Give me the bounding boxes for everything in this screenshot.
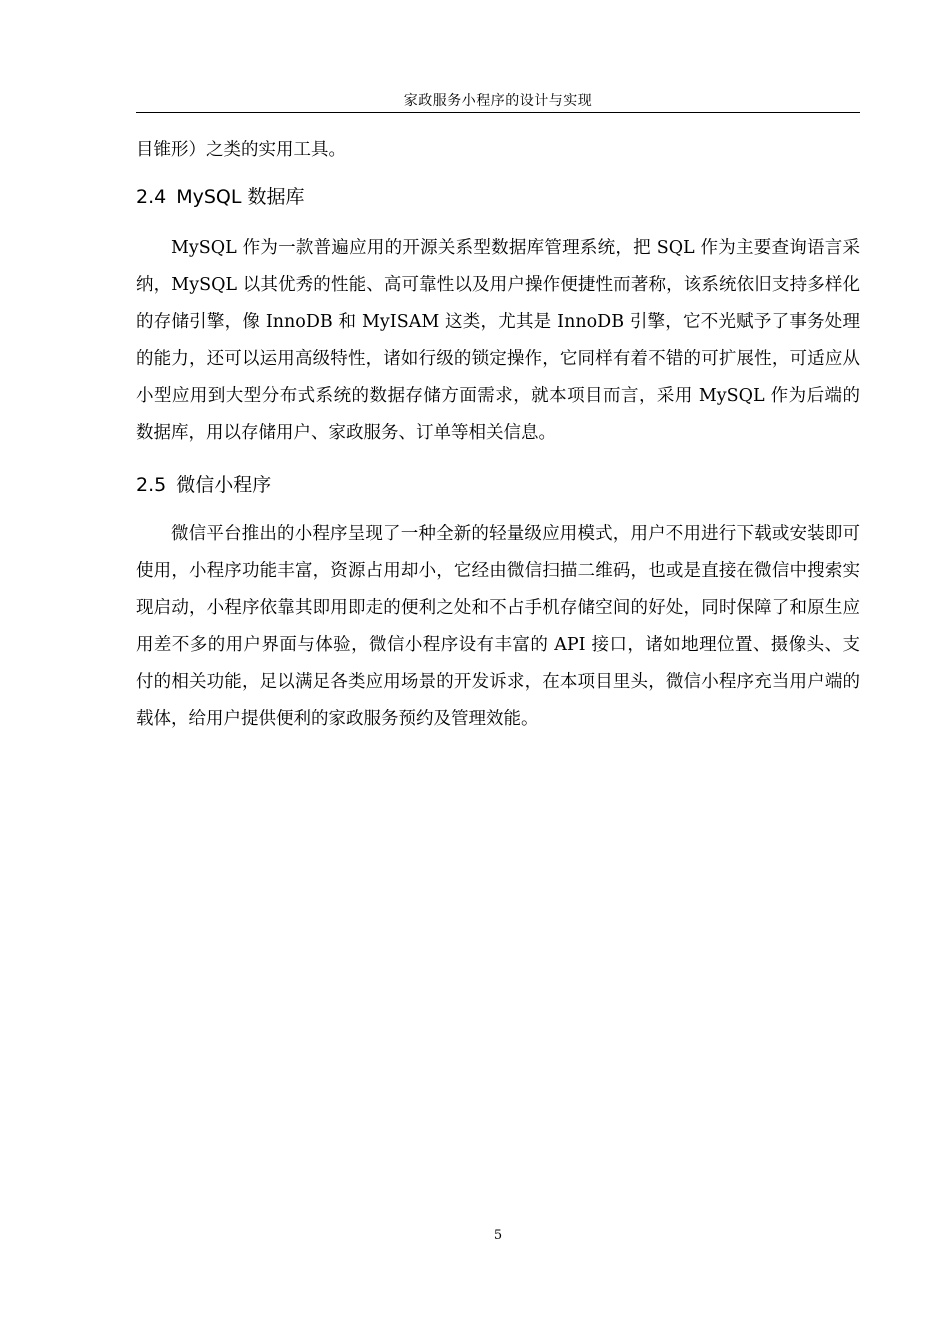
section-number: 2.4 bbox=[136, 186, 167, 208]
page-number: 5 bbox=[493, 1228, 503, 1243]
running-header: 家政服务小程序的设计与实现 bbox=[403, 93, 593, 109]
section-title: MySQL 数据库 bbox=[176, 186, 305, 208]
header-divider bbox=[136, 112, 860, 113]
paragraph-mysql: MySQL 作为一款普遍应用的开源关系型数据库管理系统，把 SQL 作为主要查询语言采纳，MySQL 以其优秀的性能、高可靠性以及用户操作便捷性而著称，该系统依旧支持多样化的存储引擎，像 InnoDB 和 MyISAM 这类，尤其是 InnoDB 引擎，它不光赋予了事务处理的能力，还可以运用高级特性，诸如行级的锁定操作，它同样有着不错的可扩展性，可适应从小型应用到大型分布式系统的数据存储方面需求，就本项目而言，采用 MySQL 作为后端的数据库，用以存储用户、家政服务、订单等相关信息。 bbox=[136, 238, 860, 443]
section-title: 微信小程序 bbox=[176, 474, 272, 496]
paragraph-wechat-miniprogram: 微信平台推出的小程序呈现了一种全新的轻量级应用模式，用户不用进行下载或安装即可使用，小程序功能丰富，资源占用却小，它经由微信扫描二维码，也或是直接在微信中搜索实现启动，小程序依靠其即用即走的便利之处和不占手机存储空间的好处，同时保障了和原生应用差不多的用户界面与体验，微信小程序设有丰富的 API 接口，诸如地理位置、摄像头、支付的相关功能，足以满足各类应用场景的开发诉求，在本项目里头，微信小程序充当用户端的载体，给用户提供便利的家政服务预约及管理效能。 bbox=[136, 524, 860, 729]
section-heading-2-5 bbox=[136, 472, 271, 498]
section-number: 2.5 bbox=[136, 474, 167, 496]
section-heading-2-4 bbox=[136, 184, 305, 210]
continuation-line: 目锥形）之类的实用工具。 bbox=[136, 140, 346, 160]
